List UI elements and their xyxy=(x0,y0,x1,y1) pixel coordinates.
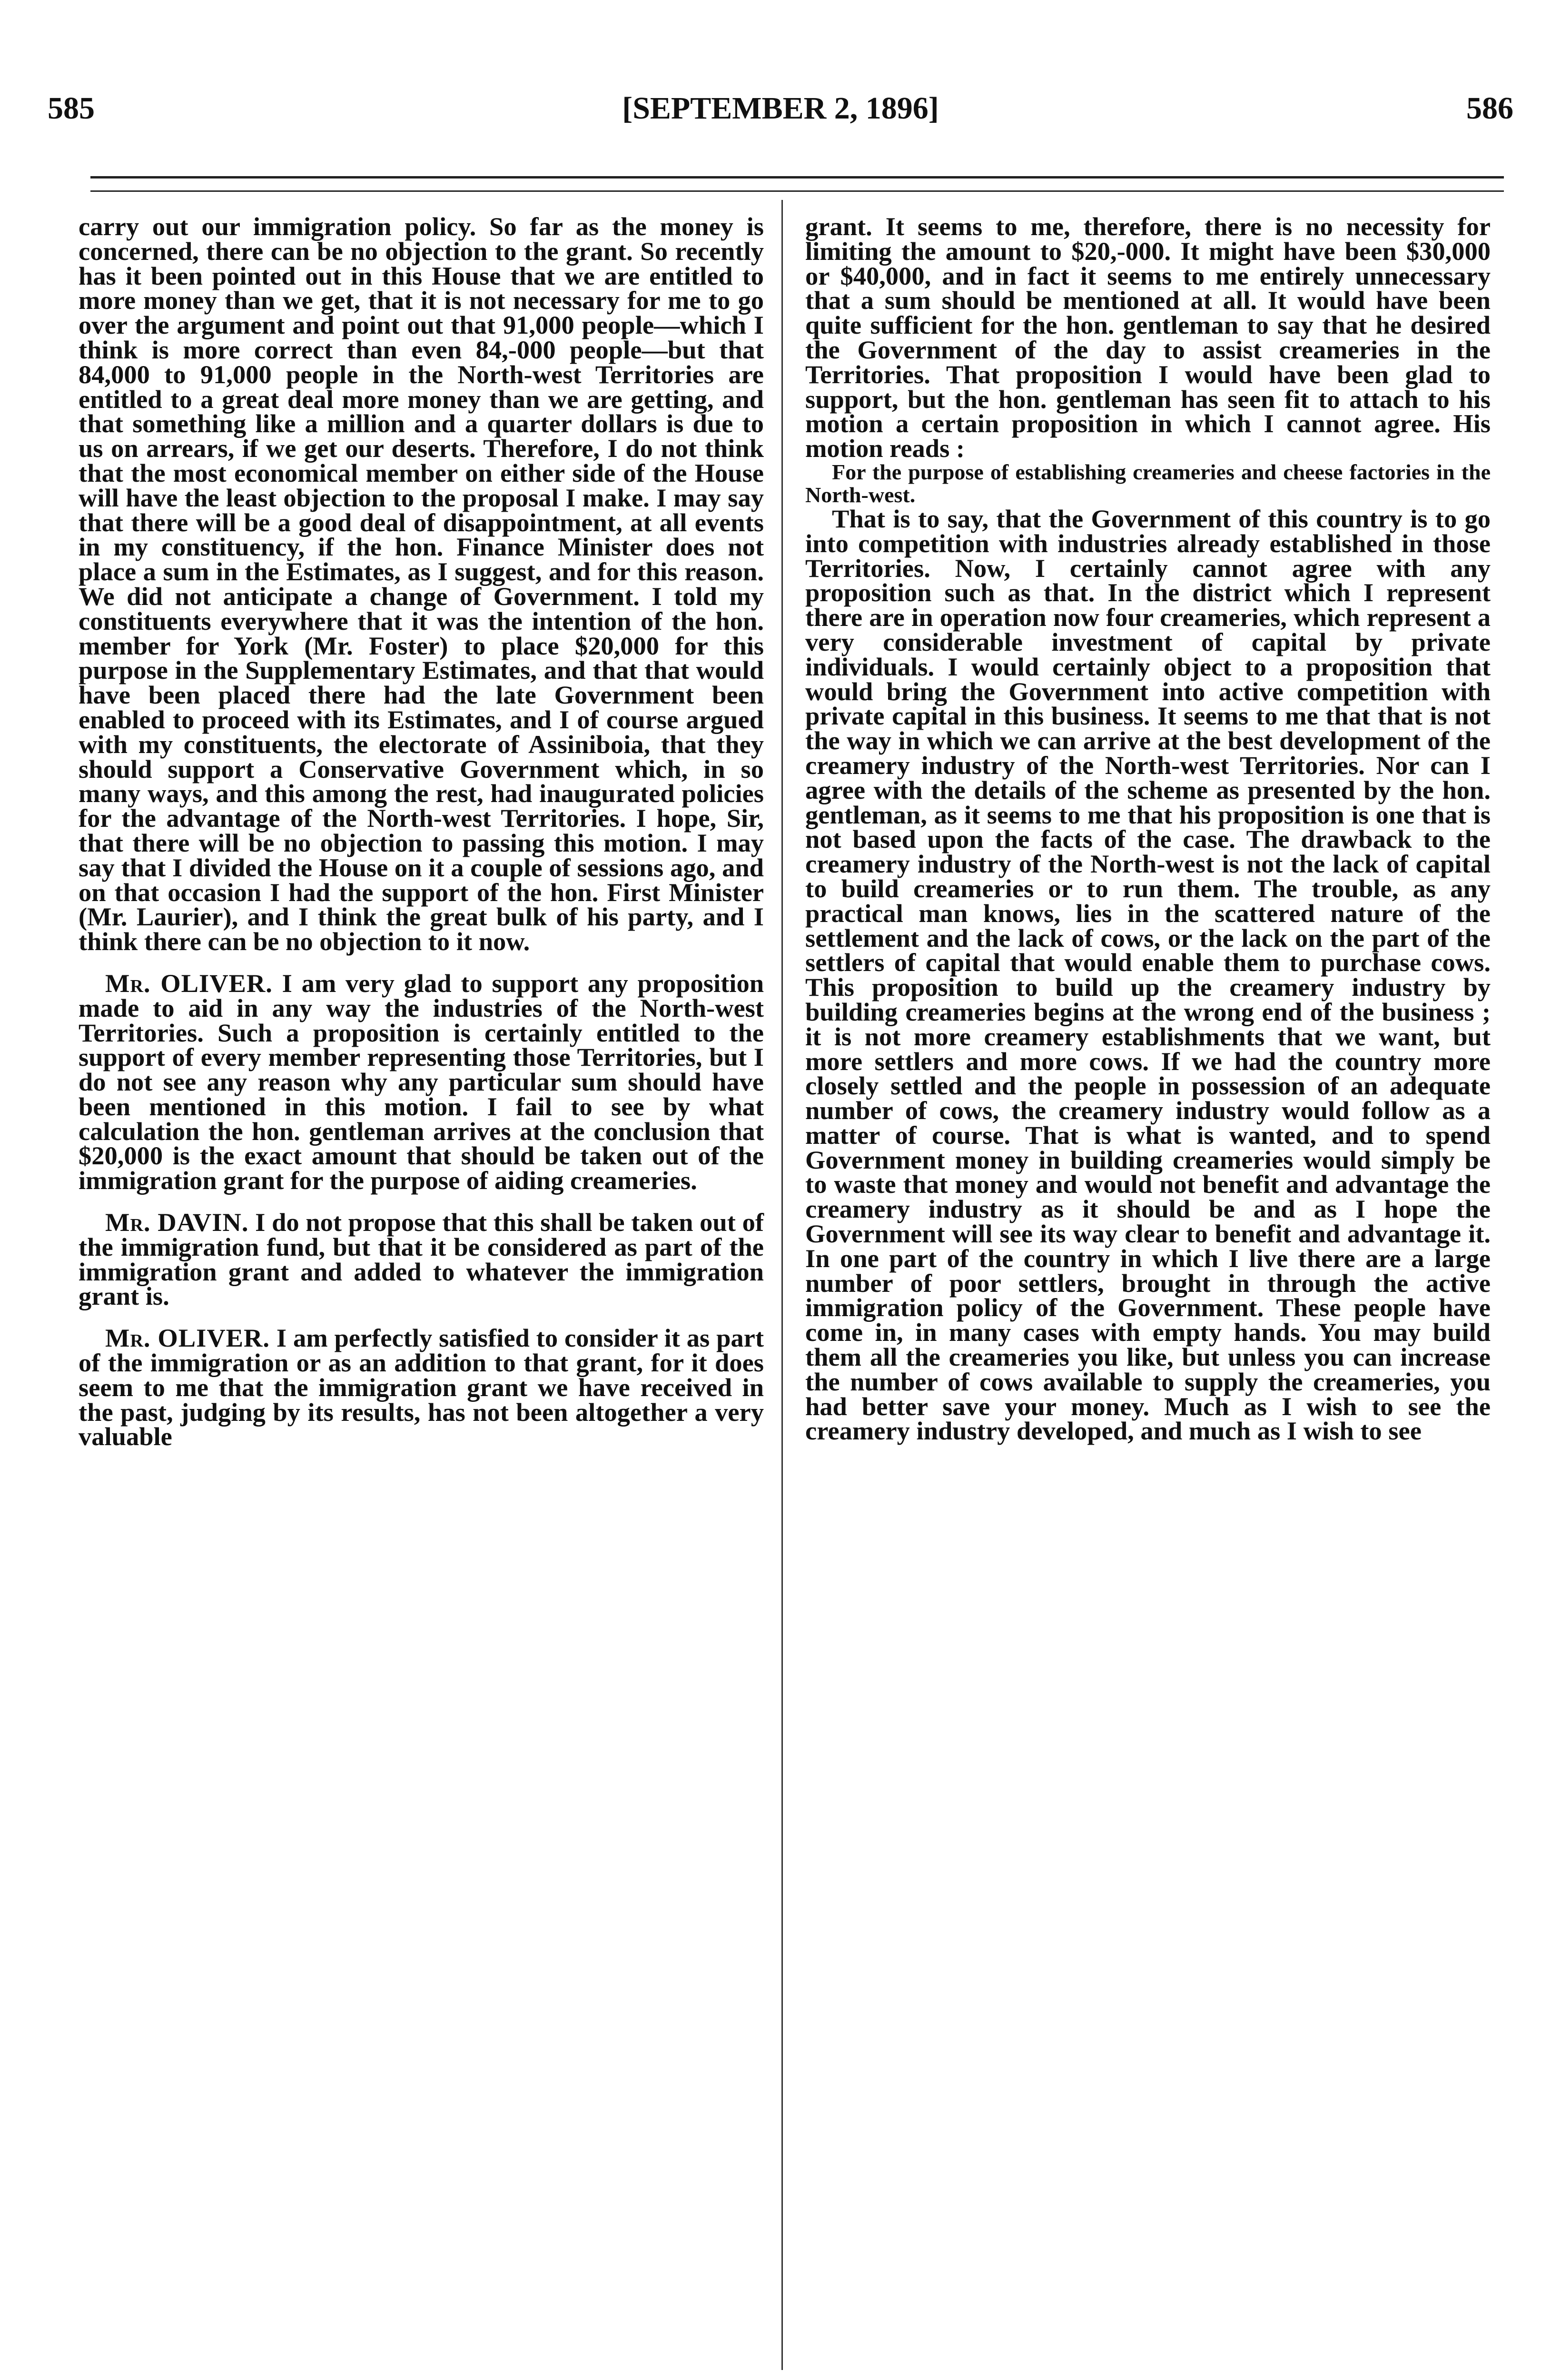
left-paragraph-3 xyxy=(79,1210,764,1309)
left-paragraph-1: carry out our immigration policy. So far as the money is concerned, there can be no objection to the grant. So recently has it been pointed out in this House that we are entitled to more money than we get, that it is not necessary for me to go over the argument and point out that 91,000 people—which I think is more correct than even 84,-000 people—but that 84,000 to 91,000 people in the North-west Territories are entitled to a great deal more money than we are getting, and that something like a million and a quarter dollars is due to us on arrears, if we get our deserts. Therefore, I do not think that the most economical member on either side of the House will have the least objection to the proposal I make. I may say that there will be a good deal of disappointment, at all events in my constituency, if the hon. Finance Minister does not place a sum in the Estimates, as I suggest, and for this reason. We did not anticipate a change of Government. I told my constituents everywhere that it was the intention of the hon. member for York (Mr. Foster) to place $20,000 for this purpose in the Supplementary Estimates, and that that would have been placed there had the late Government been enabled to proceed with its Estimates, and I of course argued with my constituents, the electorate of Assiniboia, that they should support a Conservative Government which, in so many ways, and this among the rest, had inaugurated policies for the advantage of the North-west Territories. I hope, Sir, that there will be no objection to passing this motion. I may say that I divided the House on it a couple of sessions ago, and on that occasion I had the support of the hon. First Minister (Mr. Laurier), and I think the great bulk of his party, and I think there can be no objection to it now. xyxy=(79,212,764,956)
speaker-name: Mr. OLIVER. xyxy=(105,1323,270,1353)
header-rule-top xyxy=(90,176,1504,178)
motion-quote: For the purpose of establishing creameries and cheese factories in the North-west. xyxy=(805,459,1491,507)
page-number-left: 585 xyxy=(48,91,95,126)
speaker-name: Mr. DAVIN. xyxy=(105,1208,249,1237)
left-column xyxy=(79,214,764,1449)
speaker-name: Mr. OLIVER. xyxy=(105,968,273,998)
column-divider xyxy=(781,200,783,2370)
left-paragraph-4 xyxy=(79,1323,764,1451)
paragraph-text: I am very glad to support any proposition made to aid in any way the industries of the North-west Territories. Such a proposition is certainly entitled to the support of every member representing those Territories, but I do not see any reason why any particular sum should have been mentioned in this motion. I fail to see by what calculation the hon. gentleman arrives at the conclusion that $20,000 is the exact amount that should be taken out of the immigration grant for the purpose of aiding creameries. xyxy=(79,968,764,1195)
page-header xyxy=(48,90,1513,133)
right-paragraph-1: grant. It seems to me, therefore, there is no necessity for limiting the amount to $20,-000. It might have been $30,000 or $40,000, and in fact it seems to me entirely unnecessary that a sum should be mentioned at all. It would have been quite sufficient for the hon. gentleman to say that he desired the Government of the day to assist creameries in the Territories. That proposition I would have been glad to support, but the hon. gentleman has seen fit to attach to his motion a certain proposition in which I cannot agree. His motion reads : xyxy=(805,212,1491,463)
paragraph-text: I do not propose that this shall be taken out of the immigration fund, but that it be considered as part of the immigration grant and added to whatever the immigration grant is. xyxy=(79,1208,764,1311)
page-number-right: 586 xyxy=(1466,91,1513,126)
paragraph-text: I am perfectly satisfied to consider it as part of the immigration or as an addition to that grant, for it does seem to me that the immigration grant we have received in the past, judging by its results, has not been altogether a very valuable xyxy=(79,1323,764,1451)
right-column xyxy=(805,212,1491,1446)
header-rule-bottom xyxy=(90,190,1504,192)
right-paragraph-2: That is to say, that the Government of this country is to go into competition with industries already established in those Territories. Now, I certainly cannot agree with any proposition such as that. In the district which I represent there are in operation now four creameries, which represent a very considerable investment of capital by private individuals. I would certainly object to a proposition that would bring the Government into active competition with private capital in this business. It seems to me that that is not the way in which we can arrive at the best development of the creamery industry of the North-west Territories. Nor can I agree with the details of the scheme as presented by the hon. gentleman, as it seems to me that his proposition is one that is not based upon the facts of the case. The drawback to the creamery industry of the North-west is not the lack of capital to build creameries or to run them. The trouble, as any practical man knows, lies in the scattered nature of the settlement and the lack of cows, or the lack on the part of the settlers of capital that would enable them to purchase cows. This proposition to build up the creamery industry by building creameries begins at the wrong end of the business ; it is not more creamery establishments that we want, but more settlers and more cows. If we had the country more closely settled and the people in possession of an adequate number of cows, the creamery industry would follow as a matter of course. That is what is wanted, and to spend Government money in building creameries would simply be to waste that money and would not benefit and advantage the creamery industry as it should be and as I hope the Government will see its way clear to benefit and advantage it. In one part of the country in which I live there are a large number of poor settlers, brought in through the active immigration policy of the Government. These people have come in, in many cases with empty hands. You may build them all the creameries you like, but unless you can increase the number of cows available to supply the creameries, you had better save your money. Much as I wish to see the creamery industry developed, and much as I wish to see xyxy=(805,504,1491,1446)
left-paragraph-2 xyxy=(79,968,764,1195)
header-date: [SEPTEMBER 2, 1896] xyxy=(622,91,939,126)
